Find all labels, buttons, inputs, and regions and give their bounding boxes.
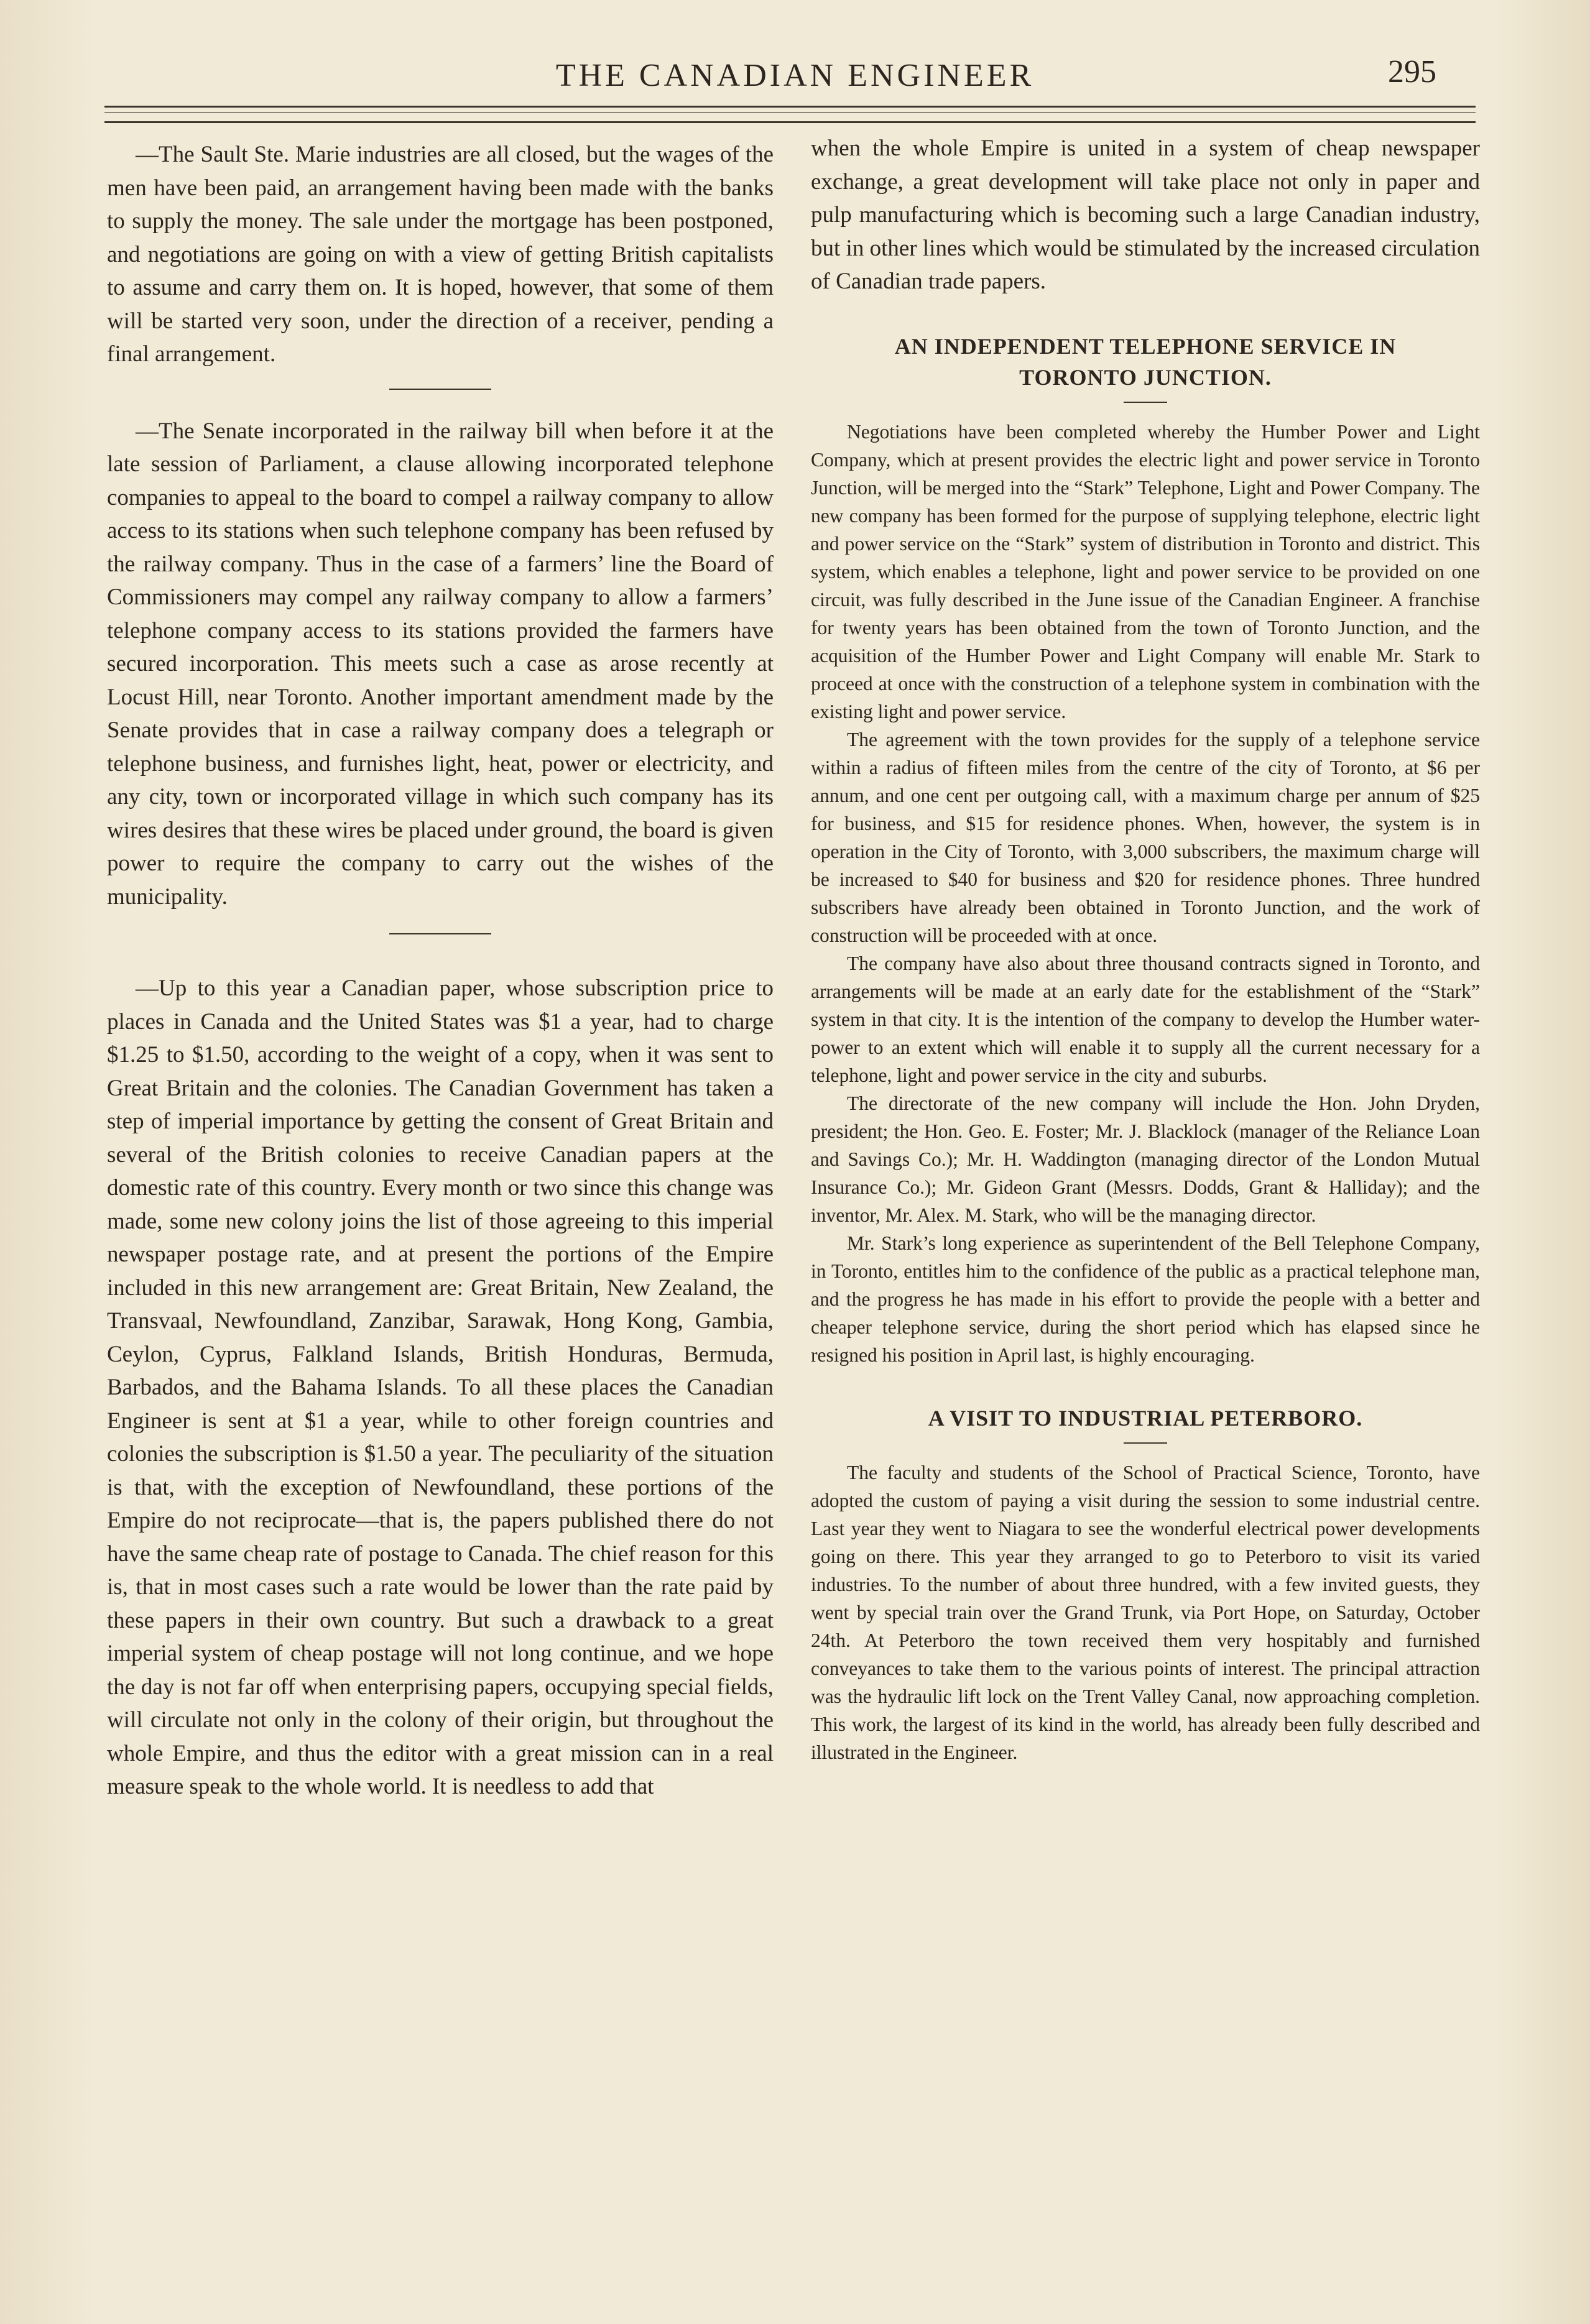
- telephone-paragraph: The directorate of the new company will include the Hon. John Dryden, president; the Hon. Geo. E. Foster; Mr. J. Blacklock (manager of the Reliance Loan and Savings Co.); Mr. H. Waddington (managing director of the London Mutual Insurance Co.); Mr. Gideon Grant (Messrs. Dodds, Grant & Halliday); and the inventor, Mr. Alex. M. Stark, who will be the managing director.: [811, 1092, 1480, 1226]
- article-sault-ste-marie: —The Sault Ste. Marie industries are all closed, but the wages of the men have been paid, an arrangement having been made with the banks to supply the money. The sale under the mortgage has been postponed, and negotiations are going on with a view of getting British capitalists to assume and carry them on. It is hoped, however, that some of them will be started very soon, under the direction of a receiver, pending a final arrangement.: [107, 142, 774, 367]
- article-continuation: when the whole Empire is united in a system of cheap newspaper exchange, a great development will take place not only in paper and pulp manufacturing which is becoming such a large Canadian industry, but in other lines which would be stimulated by the increased circulation of Canadian trade papers.: [811, 136, 1480, 294]
- article-heading-telephone: [811, 331, 1480, 393]
- article-imperial-newspaper-postage: —Up to this year a Canadian paper, whose subscription price to places in Canada and the United States was $1 a year, had to charge $1.25 to $1.50, according to the weight of a copy, when it was sent to Great Britain and the colonies. The Canadian Government has taken a step of imperial importance by getting the consent of Great Britain and several of the British colonies to receive Canadian papers at the domestic rate of this country. Every month or two since this change was made, some new colony joins the list of those agreeing to this imperial newspaper postage rate, and at present the portions of the Empire included in this new arrangement are: Great Britain, New Zealand, the Transvaal, Newfoundland, Zanzibar, Sarawak, Hong Kong, Gambia, Ceylon, Cyprus, Falkland Islands, British Honduras, Bermuda, Barbados, and the Bahama Islands. To all these places the Canadian Engineer is sent at $1 a year, while to other foreign countries and colonies the subscription is $1.50 a year. The peculiarity of the situation is that, with the exception of Newfoundland, these portions of the Empire do not reciprocate—that is, the papers published there do not have the same cheap rate of postage to Canada. The chief reason for this is, that in most cases such a rate would be lower than the rate paid by these papers in their own country. But such a drawback to a great imperial system of cheap postage will not long continue, and we hope the day is not far off when enterprising papers, occupying special fields, will circulate not only in the colony of their origin, but throughout the whole Empire, and thus the editor with a great mission can in a real measure speak to the whole world. It is needless to add that: [107, 975, 774, 1799]
- article-senate-railway-bill: —The Senate incorporated in the railway bill when before it at the late session of Parliament, a clause allowing incorporated telephone companies to appeal to the board to compel a railway company to allow access to its stations when such telephone company has been refused by the railway company. Thus in the case of a farmers’ line the Board of Commissioners may compel any railway company to allow a farmers’ telephone company access to its stations provided the farmers have secured incorporation. This meets such a case as arose recently at Locust Hill, near Toronto. Another important amendment made by the Senate provides that in case a railway company does a telegraph or telephone business, and furnishes light, heat, power or electricity, and any city, town or incorporated village in which such company has its wires desires that these wires be placed under ground, the board is given power to require the company to carry out the wishes of the municipality.: [107, 418, 774, 910]
- peterboro-paragraph: The faculty and students of the School of Practical Science, Toronto, have adopted the custom of paying a visit during the session to some industrial centre. Last year they went to Niagara to see the wonderful electrical power developments going on there. This year they arranged to go to Peterboro to visit its varied industries. To the number of about three hundred, with a few invited guests, they went by special train over the Grand Trunk, via Port Hope, on Saturday, October 24th. At Peterboro the town received them very hospitably and furnished conveyances to take them to the various points of interest. The principal attraction was the hydraulic lift lock on the Trent Valley Canal, now approaching completion. This work, the largest of its kind in the world, has already been fully described and illustrated in the Engineer.: [811, 1461, 1480, 1763]
- running-header-title: THE CANADIAN ENGINEER: [555, 58, 1035, 93]
- article-heading-peterboro: A VISIT TO INDUSTRIAL PETERBORO.: [928, 1405, 1363, 1431]
- right-column: [811, 132, 1480, 1766]
- header-rule-thin: [104, 112, 1476, 113]
- telephone-paragraph: Mr. Stark’s long experience as superintendent of the Bell Telephone Company, in Toronto, entitles him to the confidence of the public as a practical telephone man, and the progress he has made in his effort to provide the people with a better and cheaper telephone service, during the short period which has elapsed since he resigned his position in April last, is highly encouraging.: [811, 1232, 1480, 1366]
- left-column: [107, 138, 774, 1804]
- telephone-paragraph: The agreement with the town provides for the supply of a telephone service within a radius of fifteen miles from the centre of the city of Toronto, at $6 per annum, and one cent per outgoing call, with a maximum charge per annum of $25 for business, and $15 for residence phones. When, however, the system is in operation in the City of Toronto, with 3,000 subscribers, the maximum charge will be increased to $40 for business and $20 for residence phones. Three hundred subscribers have already been obtained in Toronto Junction, and the work of construction will be proceeded with at once.: [811, 728, 1480, 946]
- telephone-paragraph: The company have also about three thousand contracts signed in Toronto, and arrangements will be made at an early date for the establishment of the “Stark” system in that city. It is the intention of the company to develop the Humber water-power to an extent which will enable it to supply all the current necessary for a telephone, light and power service in the city and suburbs.: [811, 952, 1480, 1086]
- heading-line: AN INDEPENDENT TELEPHONE SERVICE IN: [894, 333, 1397, 359]
- header-rule-lower: [104, 121, 1476, 123]
- header-rule: [104, 106, 1476, 108]
- telephone-paragraph: Negotiations have been completed whereby the Humber Power and Light Company, which at present provides the electric light and power service in Toronto Junction, will be merged into the “Stark” Telephone, Light and Power Company. The new company has been formed for the purpose of supplying telephone, electric light and power service on the “Stark” system of distribution in Toronto and district. This system, which enables a telephone, light and power service to be provided on one circuit, was fully described in the June issue of the Canadian Engineer. A franchise for twenty years has been obtained from the town of Toronto Junction, and the acquisition of the Humber Power and Light Company will enable Mr. Stark to proceed at once with the construction of a telephone system in combination with the existing light and power service.: [811, 420, 1480, 722]
- page-number: 295: [1388, 54, 1436, 90]
- heading-line: TORONTO JUNCTION.: [1019, 364, 1272, 390]
